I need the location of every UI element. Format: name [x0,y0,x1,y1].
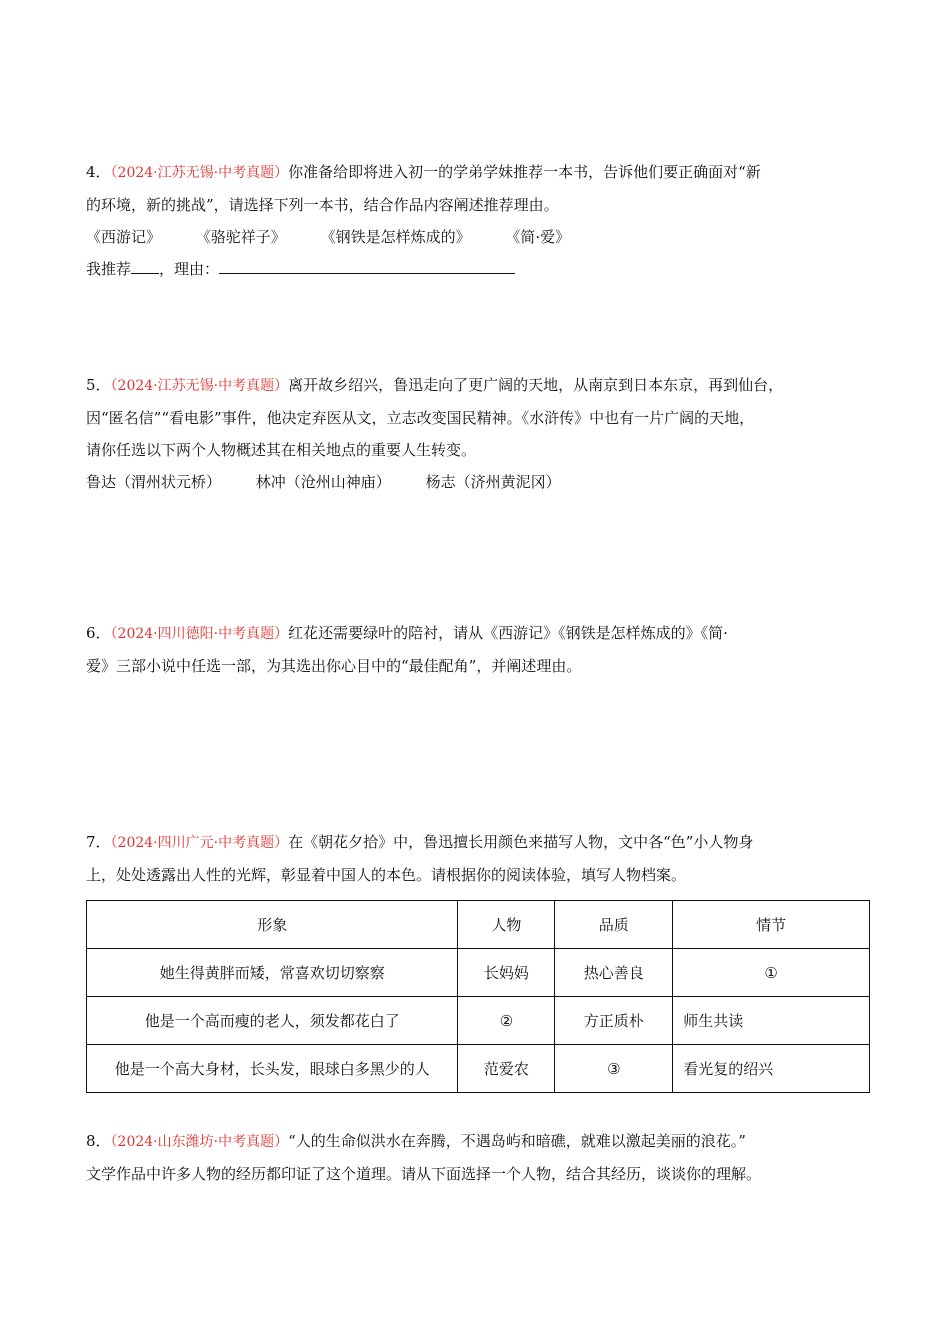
table-cell: 他是一个高大身材，长头发，眼球白多黑少的人 [87,1045,458,1093]
table-header-row [87,901,870,949]
character-option: 杨志（济州黄泥冈） [425,473,561,491]
book-option: 《骆驼祥子》 [195,228,286,246]
question-4 [86,156,870,285]
recommend-blank[interactable] [131,255,159,274]
table-header: 人物 [458,901,555,949]
character-profile-table [86,900,870,1093]
question-text: 因“匿名信”“看电影”事件，他决定弃医从文，立志改变国民精神。《水浒传》中也有一片广阔的天地， [86,409,755,427]
question-7-line-1 [86,826,870,859]
character-option: 林冲（沧州山神庙） [255,473,391,491]
table-cell: 他是一个高而瘦的老人，须发都花白了 [87,997,458,1045]
book-option: 《简·爱》 [505,228,571,246]
table-cell: ③ [555,1045,673,1093]
question-text: 你准备给即将进入初一的学弟学妹推荐一本书，告诉他们要正确面对“新 [288,163,761,181]
question-number: 7． [86,833,111,851]
question-8 [86,1125,870,1190]
question-source: （2024·江苏无锡·中考真题） [110,165,289,181]
reason-label: ，理由： [159,260,220,278]
question-5 [86,369,870,498]
question-text: 离开故乡绍兴，鲁迅走向了更广阔的天地，从南京到日本东京，再到仙台， [288,376,784,394]
question-text: 文学作品中许多人物的经历都印证了这个道理。请从下面选择一个人物，结合其经历，谈谈你的理解。 [86,1165,762,1183]
reason-blank[interactable] [219,255,515,274]
character-options [86,466,870,498]
question-text: 的环境，新的挑战”，请选择下列一本书，结合作品内容阐述推荐理由。 [86,196,559,214]
question-number: 8． [86,1132,111,1150]
question-8-line-1 [86,1125,870,1158]
question-source: （2024·四川广元·中考真题） [110,835,289,851]
table-cell: 她生得黄胖而矮，常喜欢切切察察 [87,949,458,997]
table-row [87,997,870,1045]
table-row [87,949,870,997]
recommend-label: 我推荐 [86,260,132,278]
question-5-line-1 [86,369,870,402]
question-text: 上，处处透露出人性的光辉，彰显着中国人的本色。请根据你的阅读体验，填写人物档案。 [86,866,687,884]
question-7 [86,826,870,891]
table-cell: 师生共读 [673,997,870,1045]
question-4-line-1 [86,156,870,189]
question-text: 在《朝花夕拾》中，鲁迅擅长用颜色来描写人物，文中各“色”小人物身 [288,833,754,851]
table-header: 情节 [673,901,870,949]
table-cell: 看光复的绍兴 [673,1045,870,1093]
table-cell: 方正质朴 [555,997,673,1045]
question-number: 6． [86,624,111,642]
table-cell: ② [458,997,555,1045]
answer-line [86,253,870,285]
question-text: 爱》三部小说中任选一部，为其选出你心目中的“最佳配角”，并阐述理由。 [86,657,582,675]
table-cell: 范爱农 [458,1045,555,1093]
question-source: （2024·江苏无锡·中考真题） [110,378,289,394]
table-cell: ① [673,949,870,997]
table-cell: 热心善良 [555,949,673,997]
question-text: 请你任选以下两个人物概述其在相关地点的重要人生转变。 [86,441,477,459]
question-text: 红花还需要绿叶的陪衬，请从《西游记》《钢铁是怎样炼成的》《简· [288,624,728,642]
table-row [87,1045,870,1093]
question-source: （2024·四川德阳·中考真题） [110,626,289,642]
table-cell: 长妈妈 [458,949,555,997]
question-number: 4． [86,163,111,181]
question-source: （2024·山东潍坊·中考真题） [110,1134,289,1150]
character-option: 鲁达（渭州状元桥） [86,473,222,491]
question-6-line-1 [86,617,870,650]
question-6 [86,617,870,682]
book-option: 《西游记》 [86,228,162,246]
table-header: 形象 [87,901,458,949]
question-text: “人的生命似洪水在奔腾，不遇岛屿和暗礁，就难以激起美丽的浪花。” [288,1132,746,1150]
question-number: 5． [86,376,111,394]
book-options [86,221,870,253]
table-header: 品质 [555,901,673,949]
book-option: 《钢铁是怎样炼成的》 [320,228,471,246]
